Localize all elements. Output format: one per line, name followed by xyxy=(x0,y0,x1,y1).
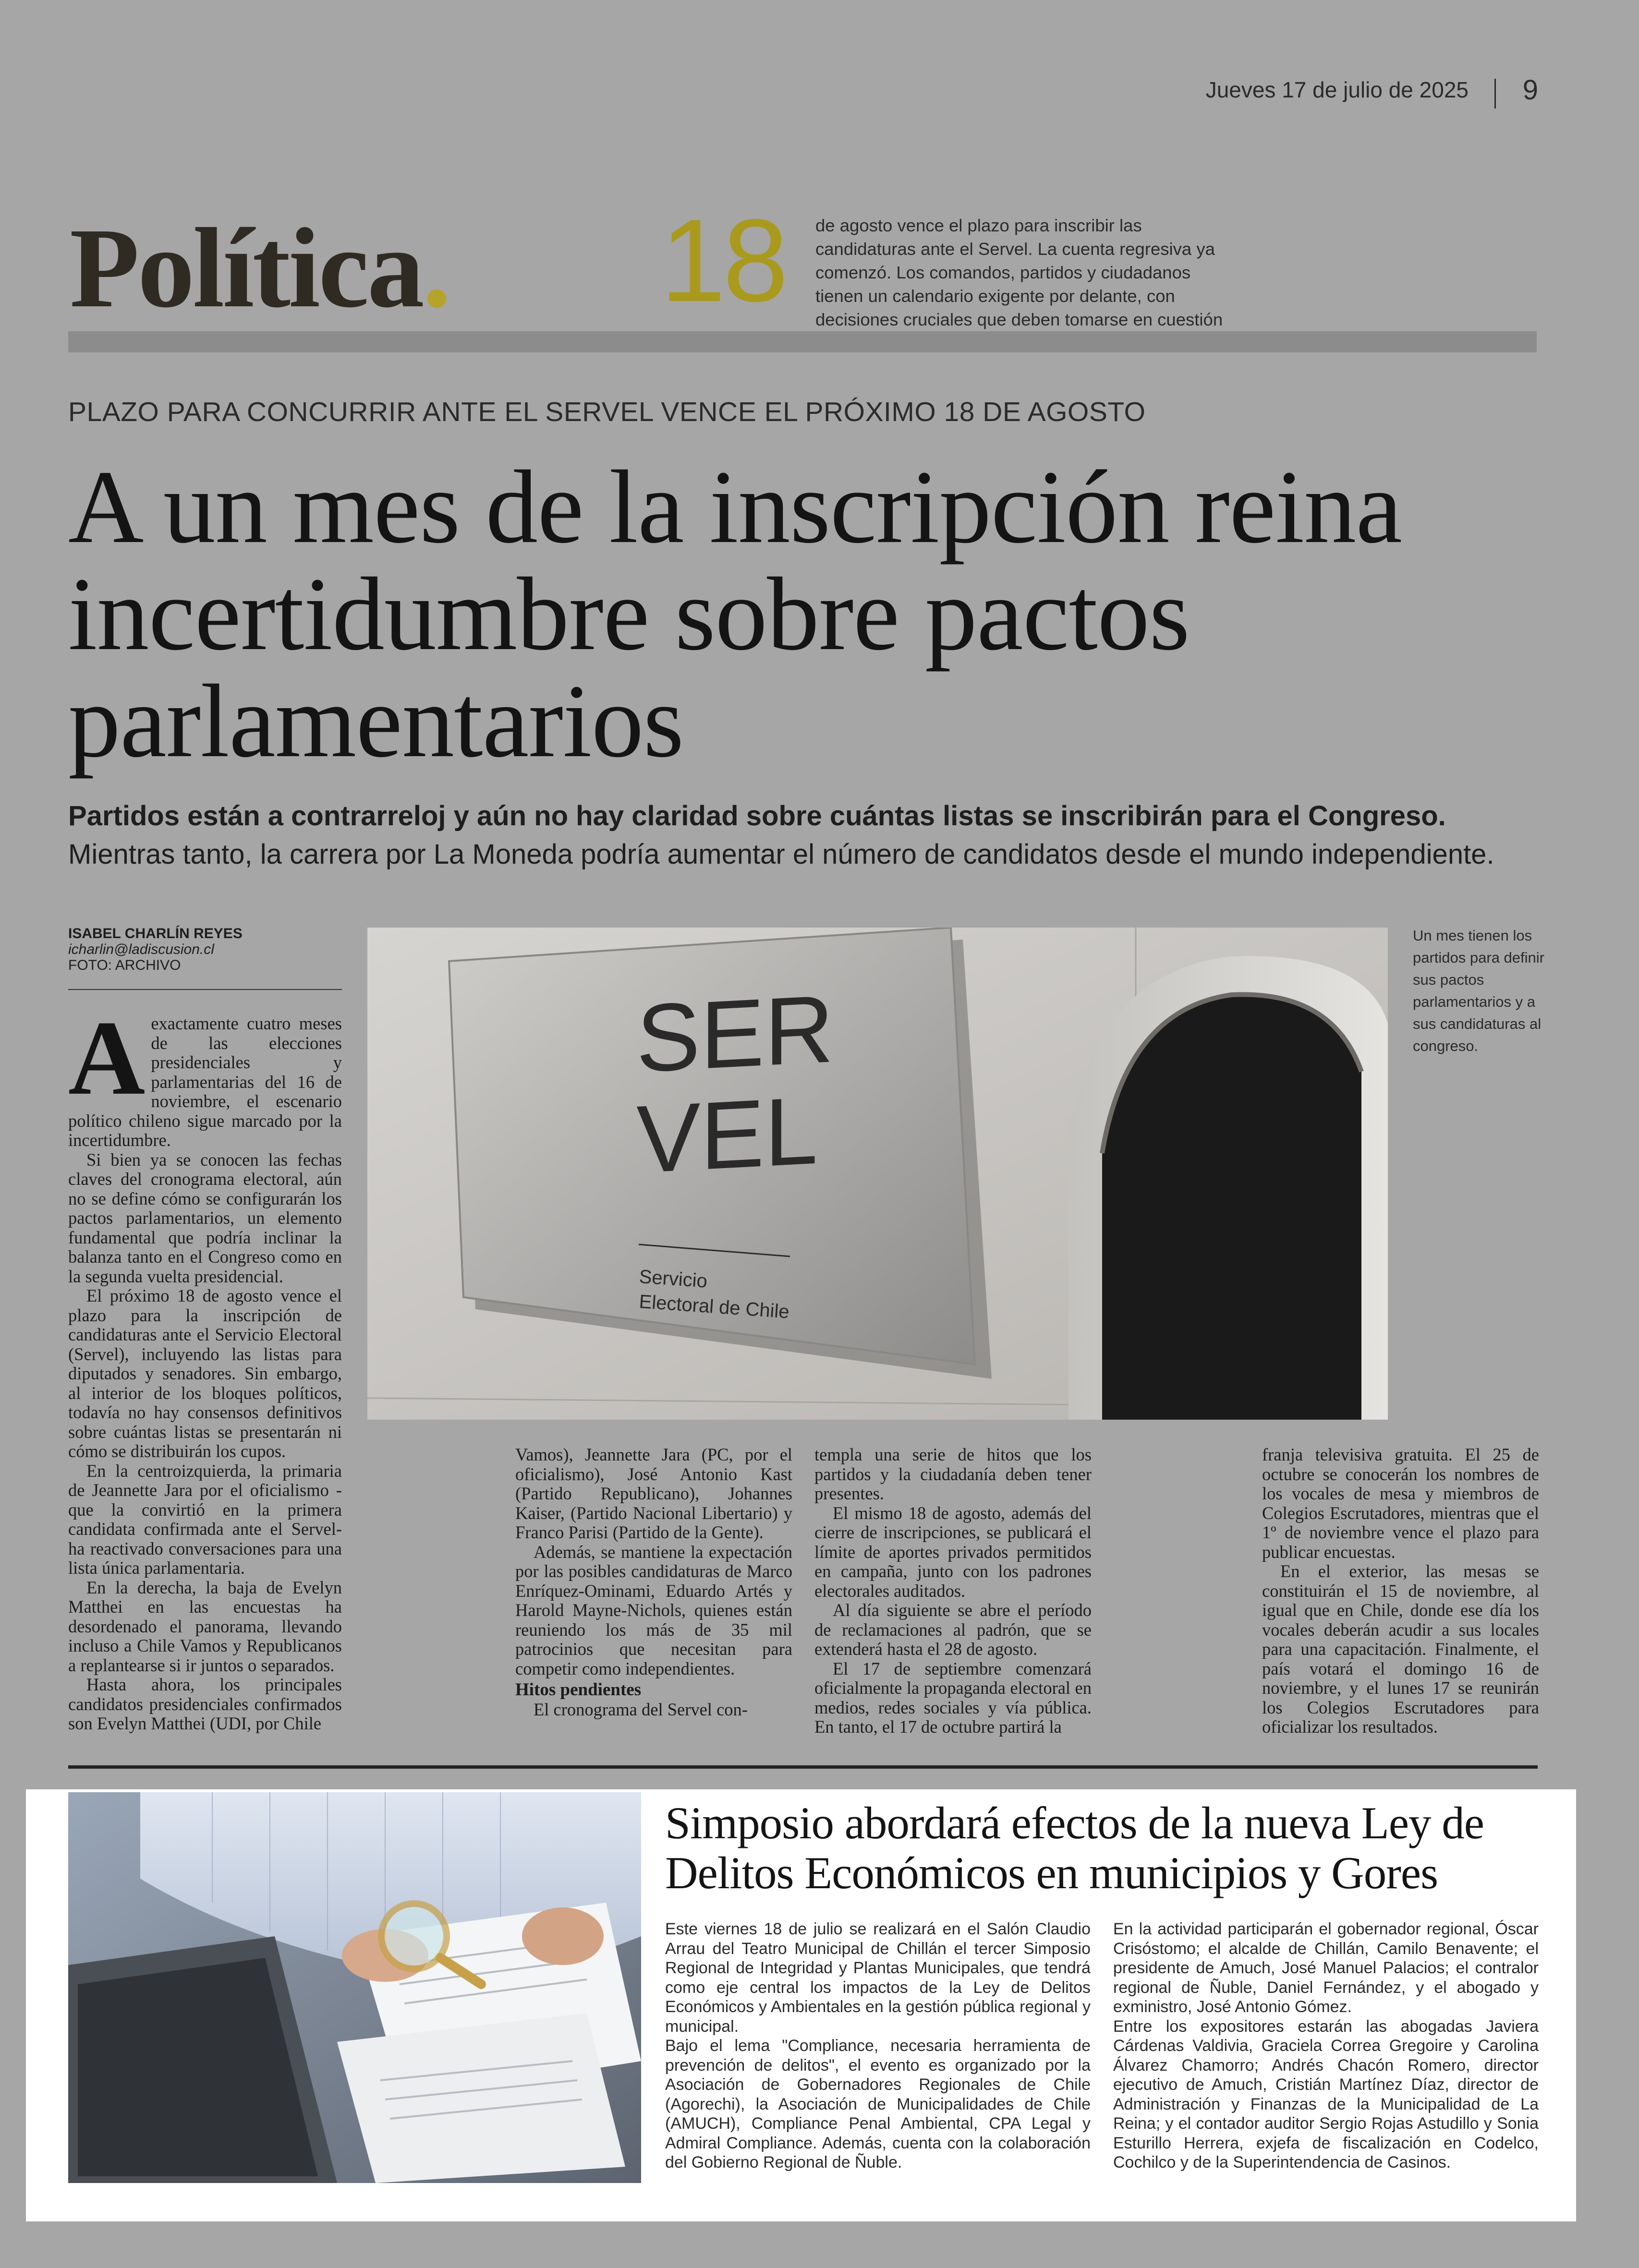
body-column-2 xyxy=(515,1445,792,1719)
body-column-1 xyxy=(68,999,342,1734)
paragraph: Además, se mantiene la expectación por las posibles candidaturas de Marco Enríquez-Ominami, Eduardo Artés y Harold Mayne-Nichols, quienes están reuniendo los más de 35 mil patrocinios que necesitan para competir como independientes. xyxy=(515,1542,792,1678)
page-date: Jueves 17 de julio de 2025 xyxy=(1205,77,1469,102)
article-headline: A un mes de la inscripción reina incertidumbre sobre pactos parlamentarios xyxy=(68,449,1402,779)
byline-email[interactable]: icharlin@ladiscusion.cl xyxy=(68,941,214,957)
subhead: Hitos pendientes xyxy=(515,1680,642,1700)
paragraph: Entre los expositores estarán las abogadas Javiera Cárdenas Valdivia, Graciela Correa Gregoire y Carolina Álvarez Chamorro; Andrés Chacón Romero, director ejecutivo de Amuch, Cristián Martínez Díaz, director de Administración y Finanzas de la Municipalidad de La Reina; y el contador auditor Sergio Rojas Astudillo y Sonia Esturillo Herrera, exjefa de fiscalización en Codelco, Cochilco y de la Superintendencia de Casinos. xyxy=(1113,2017,1539,2171)
paragraph: templa una serie de hitos que los partidos y la ciudadanía deben tener presentes. xyxy=(814,1445,1092,1503)
article-kicker: PLAZO PARA CONCURRIR ANTE EL SERVEL VENCE EL PRÓXIMO 18 DE AGOSTO xyxy=(68,397,1146,427)
article-deck xyxy=(68,797,1542,874)
paragraph: Vamos), Jeannette Jara (PC, por el oficialismo), José Antonio Kast (Partido Republicano), Johannes Kaiser, (Partido Nacional Libertario) y Franco Parisi (Partido de la Gente). xyxy=(515,1445,792,1542)
magnifier-photo-svg xyxy=(68,1792,641,2183)
page-number: 9 xyxy=(1522,74,1538,106)
paragraph: Al día siguiente se abre el período de reclamaciones al padrón, que se extenderá hasta el 28 de agosto. xyxy=(814,1600,1092,1659)
paragraph: El próximo 18 de agosto vence el plazo para la inscripción de candidaturas ante el Servicio Electoral (Servel), incluyendo las listas para diputados y senadores. Sin embargo, al interior de los bloques políticos, todavía no hay consensos definitivos sobre cuántas listas se presentarán ni cómo se distribuirán los cupos. xyxy=(68,1286,342,1461)
deck-bold: Partidos están a contrarreloj y aún no hay claridad sobre cuántas listas se inscribirán para el Congreso. xyxy=(68,800,1446,832)
body-column-4 xyxy=(1262,1445,1539,1737)
paragraph: franja televisiva gratuita. El 25 de octubre se conocerán los nombres de los vocales de mesa y miembros de Colegios Escrutadores, mientras que el 1º de noviembre vence el plazo para publicar encuestas. xyxy=(1262,1445,1539,1562)
deck-rest: Mientras tanto, la carrera por La Moneda podría aumentar el número de candidatos desde el mundo independiente. xyxy=(68,839,1494,870)
header-separator xyxy=(1494,79,1496,109)
sign-sub1: Servicio xyxy=(638,1266,708,1292)
paragraph: El cronograma del Servel con- xyxy=(534,1699,748,1719)
paragraph: Bajo el lema "Compliance, necesaria herramienta de prevención de delitos", el evento es organizado por la Asociación de Gobernadores Regionales de Chile (Agorechi), la Asociación de Municipalidades de Chile (AMUCH), Compliance Penal Ambiental, CPA Legal y Admiral Compliance. Además, cuenta con la colaboración del Gobierno Regional de Ñuble. xyxy=(665,2037,1091,2171)
paragraph: El mismo 18 de agosto, además del cierre de inscripciones, se publicará el límite de aportes privados permitidos en campaña, junto con los padrones electorales auditados. xyxy=(814,1503,1092,1601)
documents-magnifier-photo xyxy=(68,1792,641,2183)
paragraph: En la derecha, la baja de Evelyn Matthei en las encuestas ha desordenado el panorama, llevando incluso a Chile Vamos y Republicanos a replantearse si ir juntos o separados. xyxy=(68,1577,342,1675)
sign-line1: SER xyxy=(636,975,834,1093)
servel-sign-photo xyxy=(367,928,1388,1420)
paragraph: El 17 de septiembre comenzará oficialmente la propaganda electoral en medios, redes sociales y vía pública. En tanto, el 17 de octubre partirá la xyxy=(814,1658,1092,1737)
header-rule xyxy=(68,331,1537,352)
byline-rule xyxy=(68,989,342,990)
section-title-dot: . xyxy=(422,205,449,331)
sign-line2: VEL xyxy=(636,1076,818,1194)
highlight-number: 18 xyxy=(660,194,786,326)
paragraph: En la centroizquierda, la primaria de Jeannette Jara por el oficialismo -que la convirtió en la primera candidata confirmada ante el Servel- ha reactivado conversaciones para una lista única parlamentaria. xyxy=(68,1460,342,1578)
paragraph: En la actividad participarán el gobernador regional, Óscar Crisóstomo; el alcalde de Chillán, Camilo Benavente; el presidente de Amuch, José Manuel Palacios; el contralor regional de Ñuble, Daniel Fernández, y el abogado y exministro, José Antonio Gómez. xyxy=(1113,1920,1539,2016)
brief-headline: Simposio abordará efectos de la nueva Ley de Delitos Económicos en municipios y Gores xyxy=(665,1798,1484,1898)
article-bottom-rule xyxy=(68,1765,1538,1769)
paragraph: Este viernes 18 de julio se realizará en el Salón Claudio Arrau del Teatro Municipal de Chillán el tercer Simposio Regional de Integridad y Plantas Municipales, que tendrá como eje central los impactos de la Ley de Delitos Económicos y Ambientales en la gestión pública regional y municipal. xyxy=(665,1920,1091,2036)
brief-column-2 xyxy=(1113,1919,1539,2172)
brief-column-1 xyxy=(665,1919,1091,2172)
section-title xyxy=(70,205,449,331)
byline-photo-credit: FOTO: ARCHIVO xyxy=(68,957,181,973)
servel-photo-svg xyxy=(367,928,1388,1420)
photo-caption: Un mes tienen los partidos para definir sus pactos parlamentarios y a sus candidaturas al congreso. xyxy=(1413,927,1544,1054)
paragraph: Hasta ahora, los principales candidatos presidenciales confirmados son Evelyn Matthei (UDI, por Chile xyxy=(68,1675,342,1733)
body-column-3 xyxy=(814,1445,1092,1737)
paragraph: Si bien ya se conocen las fechas claves del cronograma electoral, aún no se define cómo se configurarán los pactos parlamentarios, un elemento fundamental que podría inclinar la balanza tanto en el Congreso como en la segunda vuelta presidencial. xyxy=(68,1149,342,1286)
dropcap: A xyxy=(68,999,146,1117)
sign-sub2: Electoral de Chile xyxy=(638,1291,790,1323)
paragraph: En el exterior, las mesas se constituirán el 15 de noviembre, al igual que en Chile, donde ese día los vocales deberán acudir a sus locales para una capacitación. Finalmente, el país votará el domingo 16 de noviembre, y el lunes 17 se reunirán los Colegios Escrutadores para oficializar los resultados. xyxy=(1262,1561,1539,1737)
byline xyxy=(68,926,342,973)
paragraph: exactamente cuatro meses de las elecciones presidenciales y parlamentarias del 16 de noviembre, el escenario político chileno sigue marcado por la incertidumbre. xyxy=(68,1013,342,1150)
byline-author: ISABEL CHARLÍN REYES xyxy=(68,926,243,941)
highlight-text: de agosto vence el plazo para inscribir las candidaturas ante el Servel. La cuenta regresiva ya comenzó. Los comandos, partidos y ciudadanos tienen un calendario exigente por delante, con decisiones cruciales que deben tomarse en cuestión xyxy=(815,216,1223,329)
section-title-text: Política xyxy=(70,205,423,331)
